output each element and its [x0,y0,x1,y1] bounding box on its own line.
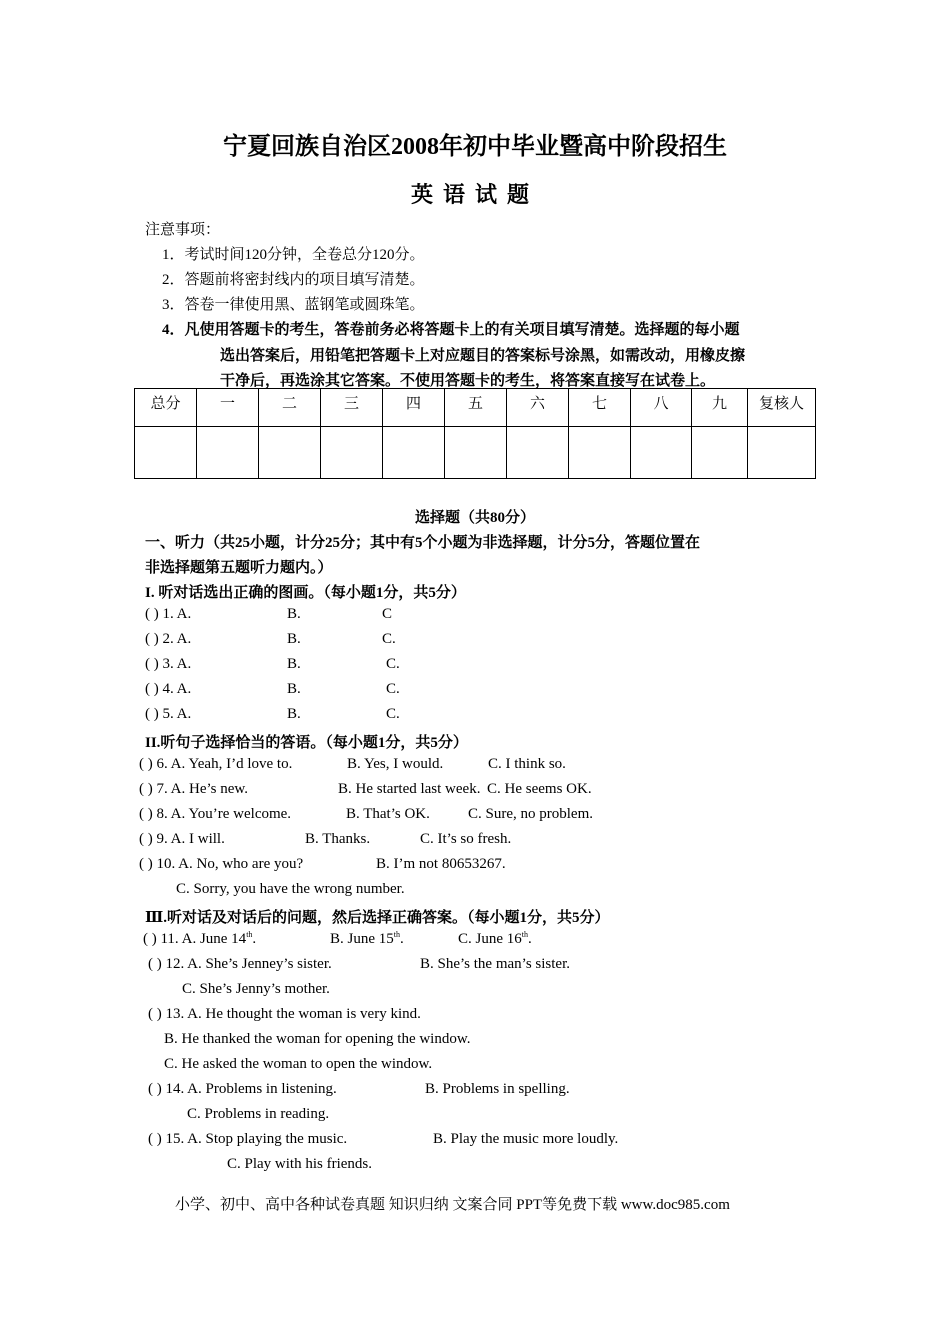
question-12-option-b: B. She’s the man’s sister. [420,956,570,972]
question-3: ( ) 3. A. [145,656,192,672]
score-header-total: 总分 [135,389,197,427]
score-header-5: 五 [445,389,507,427]
question-5: ( ) 5. A. [145,706,192,722]
score-cell [692,427,748,479]
question-9-option-b: B. Thanks. [305,831,371,847]
score-cell [259,427,321,479]
exam-subtitle: 英语试题 [410,182,539,207]
question-12: ( ) 12. A. She’s Jenney’s sister. [148,956,332,972]
score-header-3: 三 [321,389,383,427]
section-title: 选择题（共80分） [414,510,535,526]
question-4: ( ) 4. A. [145,681,192,697]
footer-text: 小学、初中、高中各种试卷真题 知识归纳 文案合同 PPT等免费下载 www.doc985.com [175,1197,730,1213]
question-4-option-c: C. [386,681,400,697]
score-header-2: 二 [259,389,321,427]
score-header-8: 八 [631,389,692,427]
period: . [399,931,404,947]
notice-item-4-line-3: 干净后，再选涂其它答案。不使用答题卡的考生，将答案直接写在试卷上。 [220,373,716,389]
question-6-option-c: C. I think so. [488,756,566,772]
question-14-option-b: B. Problems in spelling. [425,1081,570,1097]
question-8: ( ) 8. A. You’re welcome. [139,806,292,822]
ordinal-suffix: th [521,930,528,939]
question-5-option-b: B. [287,706,301,722]
question-15-option-c: C. Play with his friends. [227,1156,372,1172]
question-1: ( ) 1. A. [145,606,192,622]
sub-heading-1: I. 听对话选出正确的图画。（每小题1分，共5分） [145,585,466,601]
notice-item-1: 1．考试时间120分钟，全卷总分120分。 [162,247,425,263]
score-cell [507,427,569,479]
question-3-option-b: B. [287,656,301,672]
question-7-option-c: C. He seems OK. [487,781,592,797]
question-5-option-c: C. [386,706,400,722]
score-header-4: 四 [383,389,445,427]
part1-line-2: 非选择题第五题听力题内。） [145,560,333,576]
question-13-option-c: C. He asked the woman to open the window. [164,1056,433,1072]
part1-line-1: 一、听力（共25小题，计分25分；其中有5个小题为非选择题，计分5分，答题位置在 [145,535,701,551]
score-cell [569,427,631,479]
score-cell [748,427,816,479]
score-header-6: 六 [507,389,569,427]
question-3-option-c: C. [386,656,400,672]
notice-item-2: 2．答题前将密封线内的项目填写清楚。 [162,272,425,288]
period: . [527,931,532,947]
question-7: ( ) 7. A. He’s new. [139,781,249,797]
ordinal-suffix: th [246,930,253,939]
question-8-option-b: B. That’s OK. [346,806,430,822]
score-cell [445,427,507,479]
question-9: ( ) 9. A. I will. [139,831,225,847]
question-2-option-b: B. [287,631,301,647]
score-header-reviewer: 复核人 [748,389,816,427]
question-11-option-b [330,931,404,948]
question-11-option-a: ( ) 11. A. June 14 [143,931,247,947]
option-text: C. June 16 [458,931,522,947]
sub-heading-3: Ⅲ.听对话及对话后的问题，然后选择正确答案。（每小题1分，共5分） [145,910,610,926]
question-10-option-b: B. I’m not 80653267. [376,856,506,872]
question-6: ( ) 6. A. Yeah, I’d love to. [139,756,293,772]
ordinal-suffix: th [393,930,400,939]
score-table-header-row [135,389,816,427]
question-15: ( ) 15. A. Stop playing the music. [148,1131,348,1147]
question-1-option-c: C [382,606,393,622]
score-table [134,388,816,479]
question-2-option-c: C. [382,631,396,647]
question-4-option-b: B. [287,681,301,697]
notice-item-4-line-1: 4．凡使用答题卡的考生，答卷前务必将答题卡上的有关项目填写清楚。选择题的每小题 [162,322,740,338]
question-15-option-b: B. Play the music more loudly. [433,1131,619,1147]
question-10: ( ) 10. A. No, who are you? [139,856,304,872]
question-2: ( ) 2. A. [145,631,192,647]
score-header-1: 一 [197,389,259,427]
score-table-entry-row [135,427,816,479]
notice-item-3: 3．答卷一律使用黑、蓝钢笔或圆珠笔。 [162,297,425,313]
score-header-9: 九 [692,389,748,427]
question-14-option-c: C. Problems in reading. [187,1106,330,1122]
question-8-option-c: C. Sure, no problem. [468,806,593,822]
score-cell [383,427,445,479]
sub-heading-2: II.听句子选择恰当的答语。（每小题1分，共5分） [145,735,468,751]
question-7-option-b: B. He started last week. [338,781,481,797]
period: . [252,931,257,947]
question-10-option-c: C. Sorry, you have the wrong number. [176,881,405,897]
notice-heading: 注意事项： [145,222,221,238]
option-text: B. June 15 [330,931,394,947]
question-11 [143,931,256,948]
score-cell [197,427,259,479]
question-13: ( ) 13. A. He thought the woman is very kind. [148,1006,421,1022]
notice-item-4-line-2: 选出答案后，用铅笔把答题卡上对应题目的答案标号涂黑，如需改动，用橡皮擦 [220,348,746,364]
score-cell [631,427,692,479]
question-6-option-b: B. Yes, I would. [347,756,444,772]
question-13-option-b: B. He thanked the woman for opening the window. [164,1031,471,1047]
question-11-option-c [458,931,532,948]
question-9-option-c: C. It’s so fresh. [420,831,512,847]
question-14: ( ) 14. A. Problems in listening. [148,1081,337,1097]
score-cell [135,427,197,479]
question-12-option-c: C. She’s Jenny’s mother. [182,981,330,997]
score-header-7: 七 [569,389,631,427]
exam-title: 宁夏回族自治区2008年初中毕业暨高中阶段招生 [223,134,727,160]
question-1-option-b: B. [287,606,301,622]
score-cell [321,427,383,479]
